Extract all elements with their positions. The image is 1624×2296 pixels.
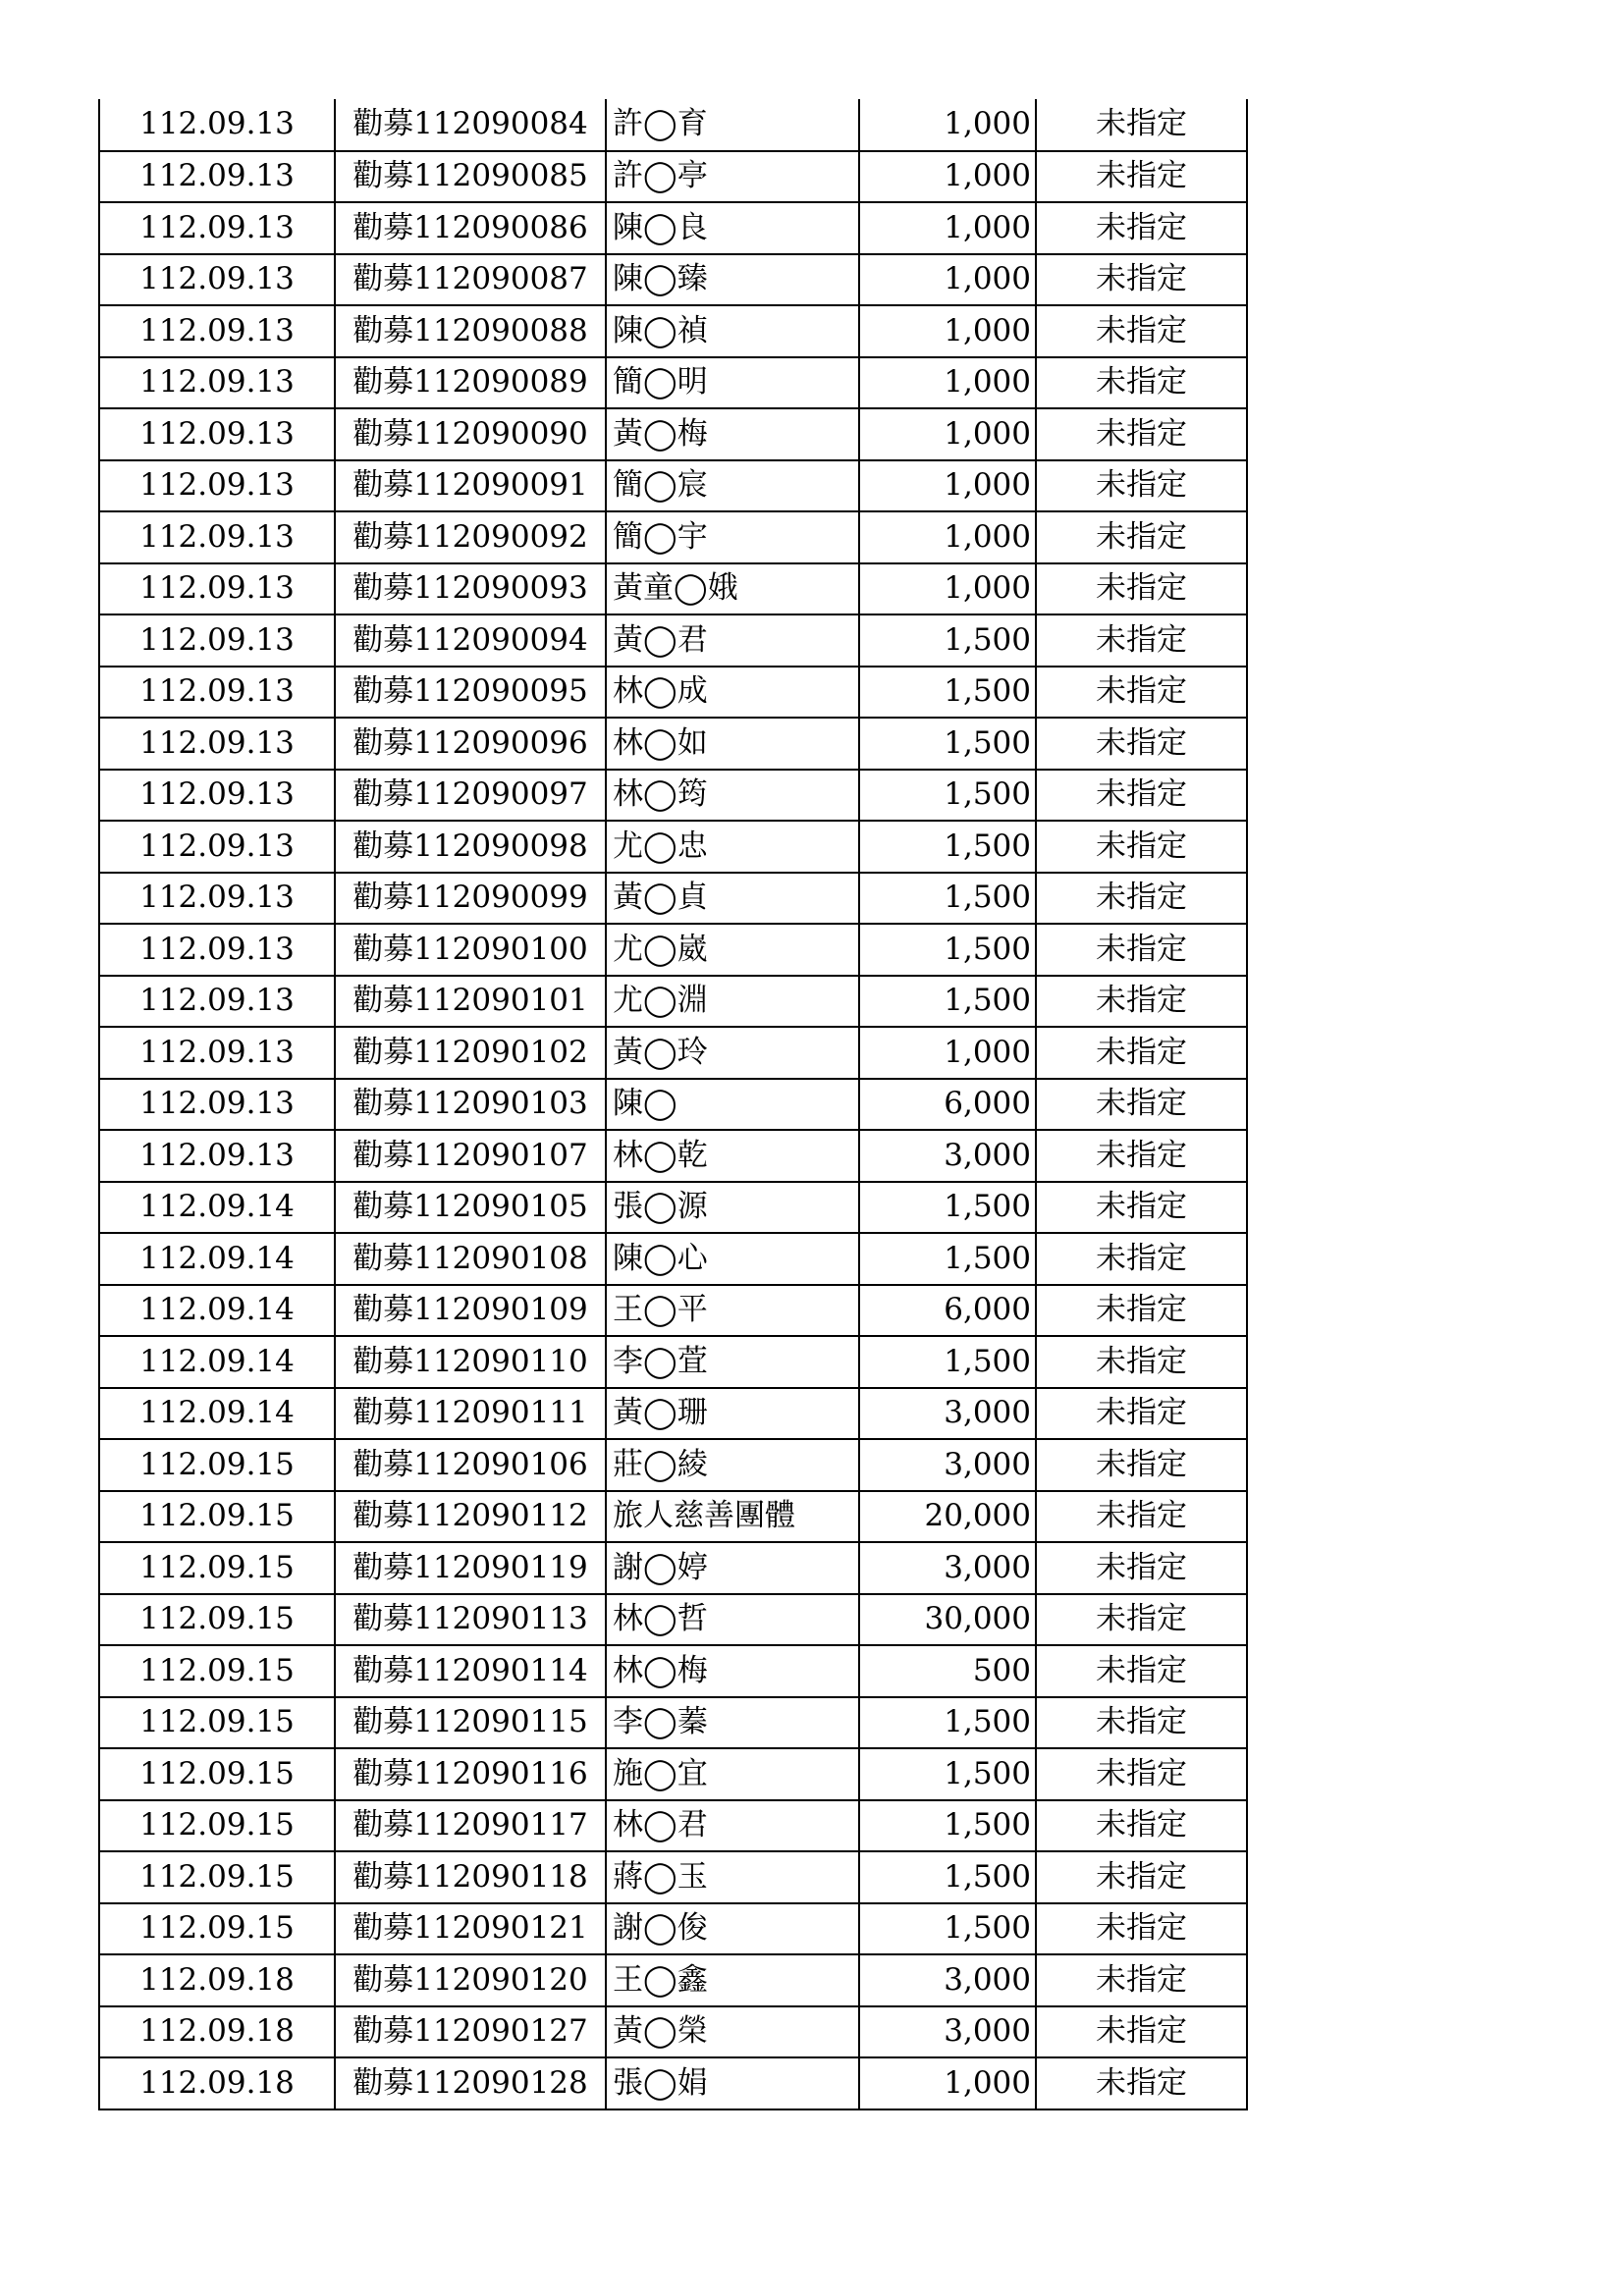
purpose-cell: 未指定 bbox=[1036, 1336, 1247, 1388]
table-row bbox=[99, 976, 1247, 1028]
receipt-number-cell: 勸募112090110 bbox=[335, 1336, 606, 1388]
receipt-number-cell: 勸募112090116 bbox=[335, 1748, 606, 1800]
purpose-cell: 未指定 bbox=[1036, 770, 1247, 822]
donor-name-cell: 林◯筠 bbox=[606, 770, 859, 822]
amount-cell: 1,000 bbox=[859, 563, 1036, 615]
table-row bbox=[99, 1954, 1247, 2006]
donor-name-cell: 黃◯玲 bbox=[606, 1027, 859, 1079]
purpose-cell: 未指定 bbox=[1036, 1645, 1247, 1697]
receipt-number-cell: 勸募112090098 bbox=[335, 821, 606, 873]
donor-name-cell: 尤◯淵 bbox=[606, 976, 859, 1028]
receipt-number-cell: 勸募112090108 bbox=[335, 1233, 606, 1285]
donor-name-cell: 黃◯榮 bbox=[606, 2006, 859, 2058]
receipt-number-cell: 勸募112090120 bbox=[335, 1954, 606, 2006]
table-row bbox=[99, 305, 1247, 357]
table-row bbox=[99, 1903, 1247, 1955]
receipt-number-cell: 勸募112090093 bbox=[335, 563, 606, 615]
table-row bbox=[99, 1285, 1247, 1337]
donor-name-cell: 陳◯心 bbox=[606, 1233, 859, 1285]
donor-name-cell: 黃◯貞 bbox=[606, 873, 859, 925]
receipt-number-cell: 勸募112090128 bbox=[335, 2057, 606, 2109]
amount-cell: 1,500 bbox=[859, 976, 1036, 1028]
date-cell: 112.09.18 bbox=[99, 2006, 335, 2058]
donor-name-cell: 林◯梅 bbox=[606, 1645, 859, 1697]
table-row bbox=[99, 1645, 1247, 1697]
amount-cell: 3,000 bbox=[859, 1542, 1036, 1594]
date-cell: 112.09.13 bbox=[99, 202, 335, 254]
amount-cell: 1,500 bbox=[859, 1233, 1036, 1285]
table-row bbox=[99, 1542, 1247, 1594]
table-row bbox=[99, 202, 1247, 254]
donor-name-cell: 謝◯俊 bbox=[606, 1903, 859, 1955]
receipt-number-cell: 勸募112090097 bbox=[335, 770, 606, 822]
amount-cell: 3,000 bbox=[859, 2006, 1036, 2058]
receipt-number-cell: 勸募112090109 bbox=[335, 1285, 606, 1337]
purpose-cell: 未指定 bbox=[1036, 1079, 1247, 1131]
receipt-number-cell: 勸募112090112 bbox=[335, 1491, 606, 1543]
date-cell: 112.09.13 bbox=[99, 821, 335, 873]
purpose-cell: 未指定 bbox=[1036, 1594, 1247, 1646]
amount-cell: 6,000 bbox=[859, 1285, 1036, 1337]
table-row bbox=[99, 667, 1247, 719]
purpose-cell: 未指定 bbox=[1036, 2006, 1247, 2058]
purpose-cell: 未指定 bbox=[1036, 563, 1247, 615]
date-cell: 112.09.15 bbox=[99, 1439, 335, 1491]
receipt-number-cell: 勸募112090084 bbox=[335, 99, 606, 151]
donor-name-cell: 林◯乾 bbox=[606, 1130, 859, 1182]
amount-cell: 1,500 bbox=[859, 873, 1036, 925]
table-row bbox=[99, 1851, 1247, 1903]
purpose-cell: 未指定 bbox=[1036, 1851, 1247, 1903]
table-row bbox=[99, 1800, 1247, 1852]
receipt-number-cell: 勸募112090095 bbox=[335, 667, 606, 719]
purpose-cell: 未指定 bbox=[1036, 1697, 1247, 1749]
receipt-number-cell: 勸募112090105 bbox=[335, 1182, 606, 1234]
table-row bbox=[99, 1594, 1247, 1646]
purpose-cell: 未指定 bbox=[1036, 1285, 1247, 1337]
receipt-number-cell: 勸募112090115 bbox=[335, 1697, 606, 1749]
date-cell: 112.09.13 bbox=[99, 305, 335, 357]
table-row bbox=[99, 408, 1247, 460]
purpose-cell: 未指定 bbox=[1036, 1233, 1247, 1285]
purpose-cell: 未指定 bbox=[1036, 357, 1247, 409]
document-page bbox=[98, 99, 1246, 2110]
receipt-number-cell: 勸募112090089 bbox=[335, 357, 606, 409]
purpose-cell: 未指定 bbox=[1036, 254, 1247, 306]
receipt-number-cell: 勸募112090114 bbox=[335, 1645, 606, 1697]
date-cell: 112.09.13 bbox=[99, 563, 335, 615]
amount-cell: 1,500 bbox=[859, 1800, 1036, 1852]
date-cell: 112.09.15 bbox=[99, 1851, 335, 1903]
donor-name-cell: 黃◯梅 bbox=[606, 408, 859, 460]
donor-name-cell: 黃◯珊 bbox=[606, 1388, 859, 1440]
amount-cell: 1,500 bbox=[859, 821, 1036, 873]
purpose-cell: 未指定 bbox=[1036, 2057, 1247, 2109]
date-cell: 112.09.14 bbox=[99, 1182, 335, 1234]
purpose-cell: 未指定 bbox=[1036, 1954, 1247, 2006]
amount-cell: 3,000 bbox=[859, 1954, 1036, 2006]
date-cell: 112.09.13 bbox=[99, 718, 335, 770]
date-cell: 112.09.14 bbox=[99, 1388, 335, 1440]
date-cell: 112.09.15 bbox=[99, 1800, 335, 1852]
date-cell: 112.09.15 bbox=[99, 1748, 335, 1800]
amount-cell: 1,500 bbox=[859, 1748, 1036, 1800]
amount-cell: 1,000 bbox=[859, 357, 1036, 409]
amount-cell: 1,000 bbox=[859, 460, 1036, 512]
amount-cell: 3,000 bbox=[859, 1388, 1036, 1440]
table-row bbox=[99, 821, 1247, 873]
donor-name-cell: 林◯如 bbox=[606, 718, 859, 770]
donor-name-cell: 許◯育 bbox=[606, 99, 859, 151]
table-row bbox=[99, 718, 1247, 770]
table-row bbox=[99, 770, 1247, 822]
donor-name-cell: 尤◯崴 bbox=[606, 924, 859, 976]
amount-cell: 20,000 bbox=[859, 1491, 1036, 1543]
receipt-number-cell: 勸募112090096 bbox=[335, 718, 606, 770]
donor-name-cell: 莊◯綾 bbox=[606, 1439, 859, 1491]
amount-cell: 1,500 bbox=[859, 718, 1036, 770]
purpose-cell: 未指定 bbox=[1036, 1542, 1247, 1594]
donor-name-cell: 簡◯宇 bbox=[606, 511, 859, 563]
date-cell: 112.09.14 bbox=[99, 1285, 335, 1337]
receipt-number-cell: 勸募112090106 bbox=[335, 1439, 606, 1491]
table-row bbox=[99, 924, 1247, 976]
receipt-number-cell: 勸募112090107 bbox=[335, 1130, 606, 1182]
date-cell: 112.09.13 bbox=[99, 511, 335, 563]
purpose-cell: 未指定 bbox=[1036, 511, 1247, 563]
date-cell: 112.09.13 bbox=[99, 924, 335, 976]
purpose-cell: 未指定 bbox=[1036, 614, 1247, 667]
donor-name-cell: 尤◯忠 bbox=[606, 821, 859, 873]
amount-cell: 1,000 bbox=[859, 99, 1036, 151]
donor-name-cell: 林◯哲 bbox=[606, 1594, 859, 1646]
table-row bbox=[99, 357, 1247, 409]
donor-name-cell: 李◯萓 bbox=[606, 1336, 859, 1388]
amount-cell: 1,500 bbox=[859, 1903, 1036, 1955]
date-cell: 112.09.15 bbox=[99, 1697, 335, 1749]
donor-name-cell: 李◯蓁 bbox=[606, 1697, 859, 1749]
table-row bbox=[99, 1388, 1247, 1440]
date-cell: 112.09.15 bbox=[99, 1903, 335, 1955]
amount-cell: 3,000 bbox=[859, 1439, 1036, 1491]
purpose-cell: 未指定 bbox=[1036, 99, 1247, 151]
receipt-number-cell: 勸募112090127 bbox=[335, 2006, 606, 2058]
donor-name-cell: 許◯亭 bbox=[606, 151, 859, 203]
table-row bbox=[99, 2057, 1247, 2109]
amount-cell: 1,500 bbox=[859, 1182, 1036, 1234]
purpose-cell: 未指定 bbox=[1036, 667, 1247, 719]
date-cell: 112.09.13 bbox=[99, 99, 335, 151]
donor-name-cell: 張◯娟 bbox=[606, 2057, 859, 2109]
receipt-number-cell: 勸募112090086 bbox=[335, 202, 606, 254]
purpose-cell: 未指定 bbox=[1036, 1748, 1247, 1800]
amount-cell: 500 bbox=[859, 1645, 1036, 1697]
receipt-number-cell: 勸募112090100 bbox=[335, 924, 606, 976]
amount-cell: 1,500 bbox=[859, 667, 1036, 719]
donor-name-cell: 張◯源 bbox=[606, 1182, 859, 1234]
date-cell: 112.09.15 bbox=[99, 1645, 335, 1697]
table-row bbox=[99, 1491, 1247, 1543]
amount-cell: 1,000 bbox=[859, 2057, 1036, 2109]
donor-name-cell: 林◯成 bbox=[606, 667, 859, 719]
receipt-number-cell: 勸募112090101 bbox=[335, 976, 606, 1028]
amount-cell: 1,500 bbox=[859, 1851, 1036, 1903]
table-row bbox=[99, 563, 1247, 615]
donor-name-cell: 陳◯臻 bbox=[606, 254, 859, 306]
amount-cell: 1,000 bbox=[859, 511, 1036, 563]
amount-cell: 1,000 bbox=[859, 254, 1036, 306]
purpose-cell: 未指定 bbox=[1036, 1491, 1247, 1543]
amount-cell: 1,000 bbox=[859, 408, 1036, 460]
receipt-number-cell: 勸募112090090 bbox=[335, 408, 606, 460]
donor-name-cell: 謝◯婷 bbox=[606, 1542, 859, 1594]
date-cell: 112.09.13 bbox=[99, 770, 335, 822]
date-cell: 112.09.13 bbox=[99, 614, 335, 667]
receipt-number-cell: 勸募112090121 bbox=[335, 1903, 606, 1955]
table-row bbox=[99, 2006, 1247, 2058]
donor-name-cell: 黃◯君 bbox=[606, 614, 859, 667]
receipt-number-cell: 勸募112090087 bbox=[335, 254, 606, 306]
amount-cell: 1,500 bbox=[859, 1336, 1036, 1388]
purpose-cell: 未指定 bbox=[1036, 1439, 1247, 1491]
purpose-cell: 未指定 bbox=[1036, 924, 1247, 976]
table-row bbox=[99, 1233, 1247, 1285]
date-cell: 112.09.13 bbox=[99, 254, 335, 306]
purpose-cell: 未指定 bbox=[1036, 1130, 1247, 1182]
table-row bbox=[99, 1748, 1247, 1800]
donor-name-cell: 簡◯明 bbox=[606, 357, 859, 409]
amount-cell: 1,500 bbox=[859, 1697, 1036, 1749]
date-cell: 112.09.13 bbox=[99, 151, 335, 203]
table-row bbox=[99, 99, 1247, 151]
amount-cell: 1,000 bbox=[859, 151, 1036, 203]
donor-name-cell: 林◯君 bbox=[606, 1800, 859, 1852]
purpose-cell: 未指定 bbox=[1036, 305, 1247, 357]
donor-name-cell: 王◯鑫 bbox=[606, 1954, 859, 2006]
date-cell: 112.09.15 bbox=[99, 1594, 335, 1646]
date-cell: 112.09.13 bbox=[99, 1079, 335, 1131]
amount-cell: 1,000 bbox=[859, 305, 1036, 357]
date-cell: 112.09.18 bbox=[99, 1954, 335, 2006]
donor-name-cell: 施◯宜 bbox=[606, 1748, 859, 1800]
purpose-cell: 未指定 bbox=[1036, 151, 1247, 203]
amount-cell: 30,000 bbox=[859, 1594, 1036, 1646]
donation-table-body bbox=[99, 99, 1247, 2109]
donor-name-cell: 王◯平 bbox=[606, 1285, 859, 1337]
donor-name-cell: 簡◯宸 bbox=[606, 460, 859, 512]
receipt-number-cell: 勸募112090113 bbox=[335, 1594, 606, 1646]
purpose-cell: 未指定 bbox=[1036, 976, 1247, 1028]
date-cell: 112.09.13 bbox=[99, 1027, 335, 1079]
table-row bbox=[99, 1130, 1247, 1182]
date-cell: 112.09.15 bbox=[99, 1542, 335, 1594]
donation-table bbox=[98, 99, 1248, 2110]
table-row bbox=[99, 460, 1247, 512]
receipt-number-cell: 勸募112090118 bbox=[335, 1851, 606, 1903]
donor-name-cell: 蔣◯玉 bbox=[606, 1851, 859, 1903]
table-row bbox=[99, 1697, 1247, 1749]
amount-cell: 1,500 bbox=[859, 924, 1036, 976]
date-cell: 112.09.14 bbox=[99, 1336, 335, 1388]
date-cell: 112.09.13 bbox=[99, 357, 335, 409]
purpose-cell: 未指定 bbox=[1036, 460, 1247, 512]
purpose-cell: 未指定 bbox=[1036, 873, 1247, 925]
amount-cell: 1,000 bbox=[859, 1027, 1036, 1079]
table-row bbox=[99, 614, 1247, 667]
donor-name-cell: 陳◯ bbox=[606, 1079, 859, 1131]
date-cell: 112.09.13 bbox=[99, 408, 335, 460]
table-row bbox=[99, 1439, 1247, 1491]
purpose-cell: 未指定 bbox=[1036, 1903, 1247, 1955]
receipt-number-cell: 勸募112090085 bbox=[335, 151, 606, 203]
date-cell: 112.09.13 bbox=[99, 667, 335, 719]
amount-cell: 1,500 bbox=[859, 770, 1036, 822]
date-cell: 112.09.14 bbox=[99, 1233, 335, 1285]
purpose-cell: 未指定 bbox=[1036, 1388, 1247, 1440]
receipt-number-cell: 勸募112090099 bbox=[335, 873, 606, 925]
donor-name-cell: 陳◯禎 bbox=[606, 305, 859, 357]
table-row bbox=[99, 151, 1247, 203]
table-row bbox=[99, 1182, 1247, 1234]
table-row bbox=[99, 1336, 1247, 1388]
date-cell: 112.09.18 bbox=[99, 2057, 335, 2109]
purpose-cell: 未指定 bbox=[1036, 1182, 1247, 1234]
amount-cell: 1,000 bbox=[859, 202, 1036, 254]
amount-cell: 1,500 bbox=[859, 614, 1036, 667]
purpose-cell: 未指定 bbox=[1036, 1027, 1247, 1079]
receipt-number-cell: 勸募112090094 bbox=[335, 614, 606, 667]
receipt-number-cell: 勸募112090088 bbox=[335, 305, 606, 357]
date-cell: 112.09.13 bbox=[99, 1130, 335, 1182]
receipt-number-cell: 勸募112090119 bbox=[335, 1542, 606, 1594]
date-cell: 112.09.13 bbox=[99, 460, 335, 512]
receipt-number-cell: 勸募112090117 bbox=[335, 1800, 606, 1852]
table-row bbox=[99, 873, 1247, 925]
purpose-cell: 未指定 bbox=[1036, 408, 1247, 460]
table-row bbox=[99, 1079, 1247, 1131]
purpose-cell: 未指定 bbox=[1036, 821, 1247, 873]
table-row bbox=[99, 1027, 1247, 1079]
donor-name-cell: 旅人慈善團體 bbox=[606, 1491, 859, 1543]
donor-name-cell: 黃童◯娥 bbox=[606, 563, 859, 615]
date-cell: 112.09.13 bbox=[99, 976, 335, 1028]
purpose-cell: 未指定 bbox=[1036, 202, 1247, 254]
table-row bbox=[99, 254, 1247, 306]
receipt-number-cell: 勸募112090102 bbox=[335, 1027, 606, 1079]
purpose-cell: 未指定 bbox=[1036, 718, 1247, 770]
table-row bbox=[99, 511, 1247, 563]
amount-cell: 3,000 bbox=[859, 1130, 1036, 1182]
receipt-number-cell: 勸募112090111 bbox=[335, 1388, 606, 1440]
amount-cell: 6,000 bbox=[859, 1079, 1036, 1131]
receipt-number-cell: 勸募112090092 bbox=[335, 511, 606, 563]
receipt-number-cell: 勸募112090091 bbox=[335, 460, 606, 512]
purpose-cell: 未指定 bbox=[1036, 1800, 1247, 1852]
receipt-number-cell: 勸募112090103 bbox=[335, 1079, 606, 1131]
date-cell: 112.09.13 bbox=[99, 873, 335, 925]
date-cell: 112.09.15 bbox=[99, 1491, 335, 1543]
donor-name-cell: 陳◯良 bbox=[606, 202, 859, 254]
